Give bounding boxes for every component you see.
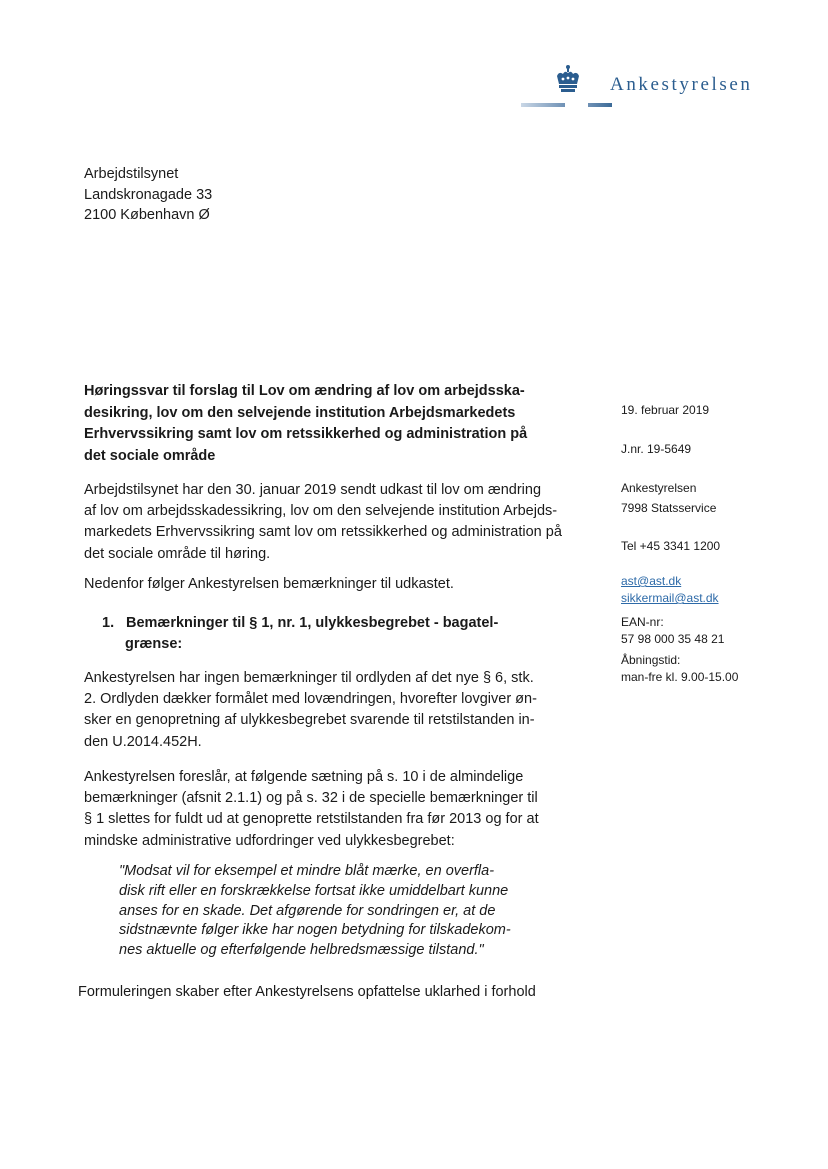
- subject-line: Høringssvar til forslag til Lov om ændring af lov om arbejdsska-: [84, 383, 525, 399]
- email-block: [621, 573, 719, 607]
- paragraph-line: af lov om arbejdsskadessikring, lov om den selvejende institution Arbejds-: [84, 503, 558, 520]
- email-link[interactable]: ast@ast.dk: [621, 574, 682, 588]
- quote-line: disk rift eller en forskrækkelse fortsat ikke umiddelbart kunne: [119, 882, 509, 899]
- address-line: Arbejdstilsynet: [84, 166, 179, 182]
- ean-label: EAN-nr:: [621, 615, 664, 629]
- sender-unit: 7998 Statsservice: [621, 501, 717, 515]
- letter-date: 19. februar 2019: [621, 403, 710, 417]
- phone-number: Tel +45 3341 1200: [621, 539, 721, 553]
- opening-hours-block: [621, 652, 738, 686]
- address-line: Landskronagade 33: [84, 186, 213, 203]
- paragraph-line: det sociale område til høring.: [84, 545, 271, 562]
- paragraph-line: Nedenfor følger Ankestyrelsen bemærkninger til udkastet.: [84, 576, 454, 592]
- ean-block: [621, 614, 724, 648]
- secure-email-link[interactable]: sikkermail@ast.dk: [621, 591, 719, 605]
- paragraph-line: Ankestyrelsen foreslår, at følgende sætning på s. 10 i de almindelige: [84, 769, 524, 785]
- paragraph-line: bemærkninger (afsnit 2.1.1) og på s. 32 i de specielle bemærkninger til: [84, 790, 538, 807]
- recipient-address: [84, 164, 212, 226]
- block-quote: [119, 862, 511, 961]
- journal-number: J.nr. 19-5649: [621, 442, 692, 456]
- subject-line: Erhvervssikring samt lov om retssikkerhed og administration på: [84, 426, 528, 442]
- paragraph-line: 2. Ordlyden dækker formålet med lovændringen, hvorefter lovgiver øn-: [84, 691, 537, 708]
- paragraph-line: § 1 slettes for fuldt ud at genoprette retstilstanden fra før 2013 og for at: [84, 811, 539, 828]
- paragraph-line: mindske administrative udfordringer ved ulykkesbegrebet:: [84, 832, 455, 849]
- paragraph-line: markedets Erhvervssikring samt lov om retssikkerhed og administration på: [84, 524, 562, 541]
- letter-subject: [84, 381, 604, 467]
- sender-org: Ankestyrelsen: [621, 481, 697, 495]
- body-last-line: Formuleringen skaber efter Ankestyrelsens opfattelse uklarhed i forhold: [78, 984, 536, 1000]
- body-paragraph: [84, 668, 604, 753]
- quote-line: sidstnævnte følger ikke har nogen betydning for tilskadekom-: [119, 922, 511, 939]
- intro-paragraph: [84, 480, 604, 565]
- section-title: Bemærkninger til § 1, nr. 1, ulykkesbegrebet - bagatel-: [126, 615, 499, 631]
- quote-line: "Modsat vil for eksempel et mindre blåt mærke, en overfla-: [119, 863, 495, 879]
- body-paragraph: [84, 767, 604, 852]
- paragraph-line: sker en genopretning af ulykkesbegrebet svarende til retstilstanden in-: [84, 712, 535, 729]
- section-number: 1.: [102, 615, 115, 631]
- opening-hours-value: man-fre kl. 9.00-15.00: [621, 670, 739, 684]
- subject-line: det sociale område: [84, 447, 216, 464]
- lead-paragraph: [84, 574, 604, 595]
- section-heading: [102, 613, 498, 655]
- ean-value: 57 98 000 35 48 21: [621, 632, 725, 646]
- logo-bar-left: [521, 103, 565, 107]
- paragraph-line: den U.2014.452H.: [84, 733, 202, 750]
- section-title-cont: grænse:: [125, 636, 183, 652]
- quote-line: nes aktuelle og efterfølgende helbredsmæssige tilstand.": [119, 942, 484, 959]
- logo-bar-right: [588, 103, 612, 107]
- sender-block: [621, 480, 716, 517]
- address-line: 2100 København Ø: [84, 207, 210, 223]
- quote-line: anses for en skade. Det afgørende for sondringen er, at de: [119, 902, 496, 919]
- paragraph-line: Ankestyrelsen har ingen bemærkninger til ordlyden af det nye § 6, stk.: [84, 670, 534, 686]
- crown-icon: [553, 64, 583, 94]
- paragraph-line: Arbejdstilsynet har den 30. januar 2019 sendt udkast til lov om ændring: [84, 482, 542, 498]
- brand-name: Ankestyrelsen: [610, 74, 753, 95]
- opening-hours-label: Åbningstid:: [621, 653, 681, 667]
- subject-line: desikring, lov om den selvejende institution Arbejdsmarkedets: [84, 404, 516, 421]
